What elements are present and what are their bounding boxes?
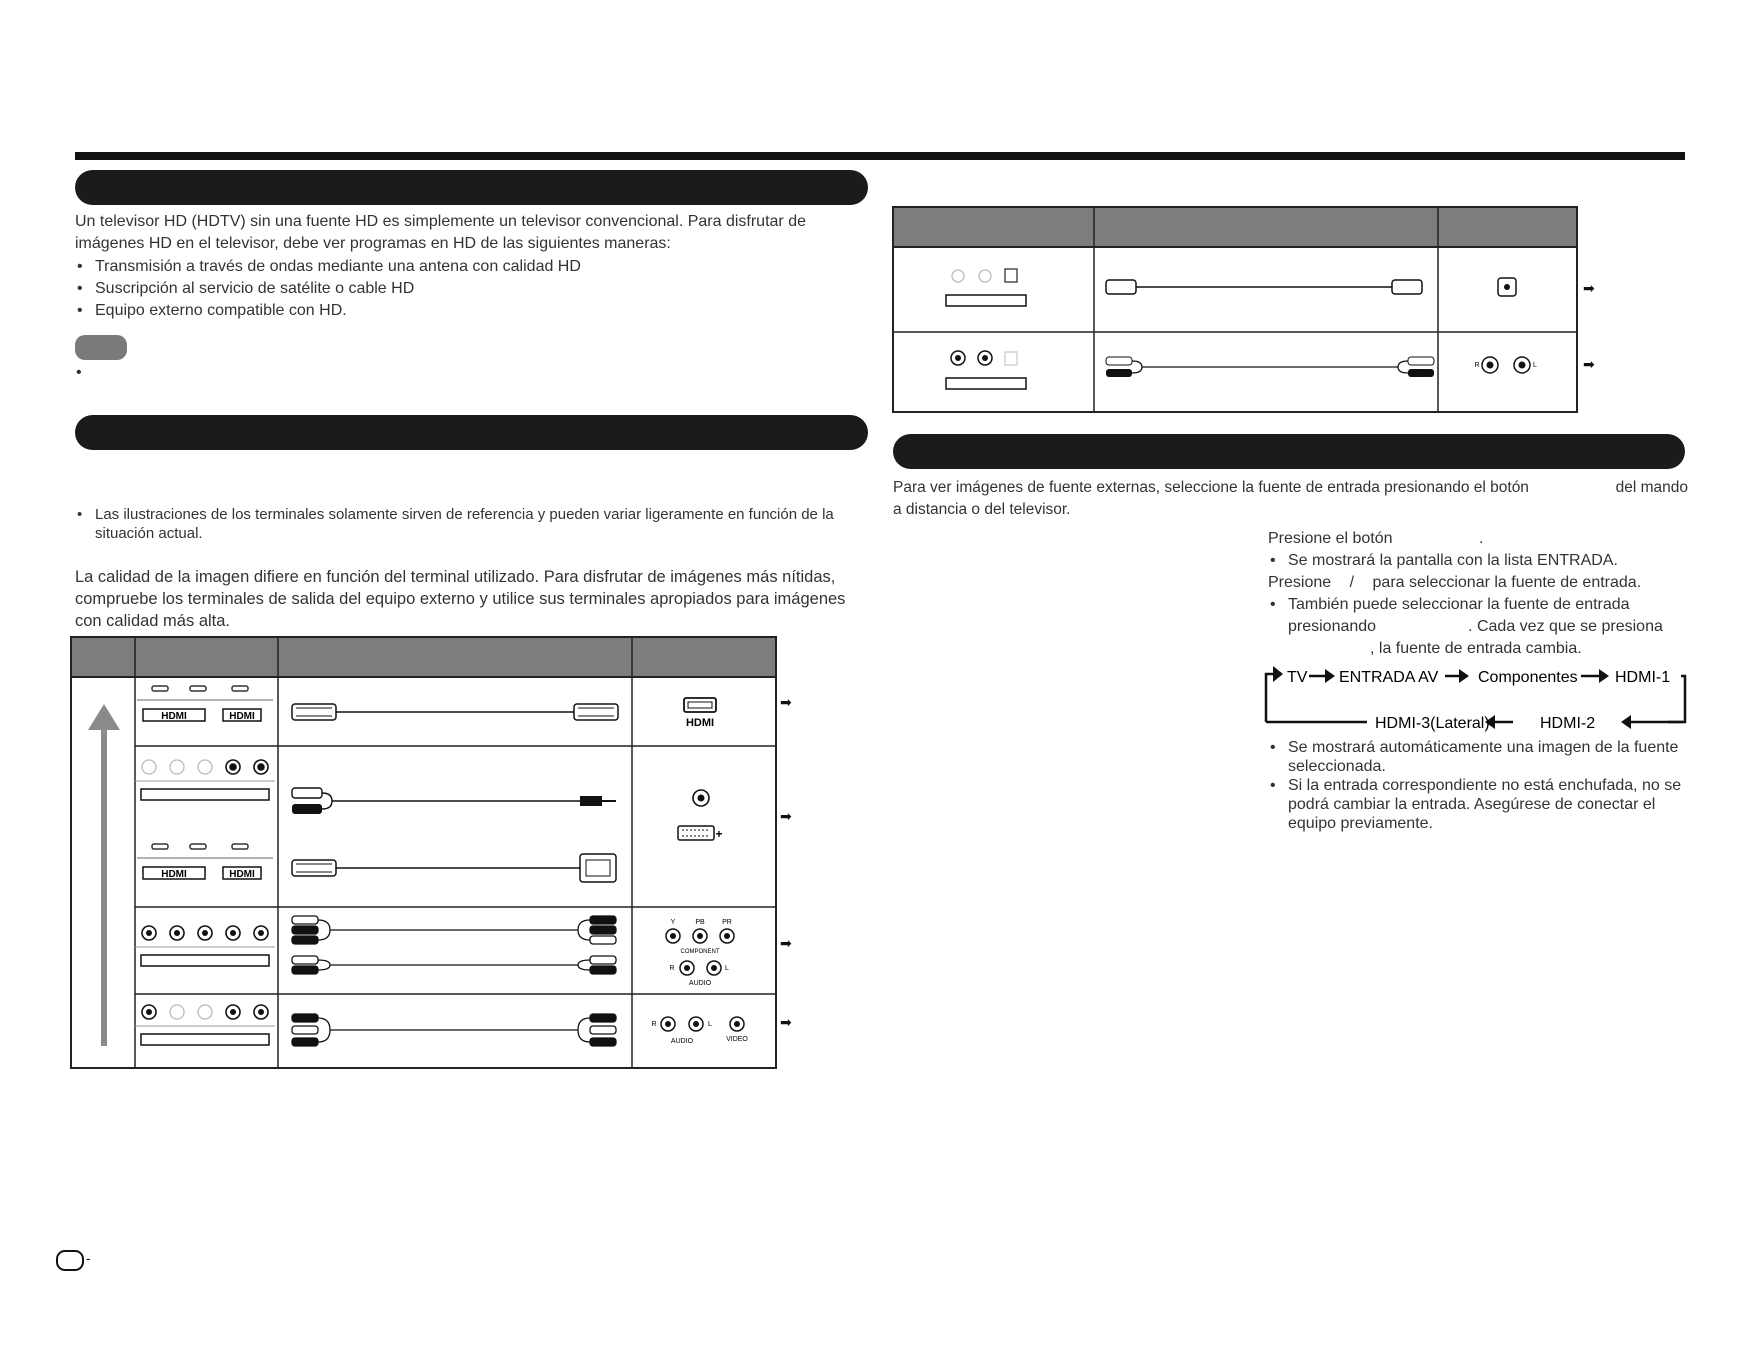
illustration-note-text: • Las ilustraciones de los terminales solamente sirven de referencia y pueden variar ligeramente en función de la situación actual.: [75, 505, 865, 543]
svg-text:+: +: [715, 827, 723, 841]
component-terminal-group: [135, 923, 275, 971]
hdmi-terminal-group: [135, 840, 275, 880]
dvi-port-icon: [676, 786, 726, 846]
step2-slash: /: [1349, 574, 1355, 591]
step1-bullet: • Se mostrará la pantalla con la lista ENTRADA.: [1268, 550, 1688, 572]
input-after-notes: [1268, 738, 1690, 833]
hdmi-logo-text: HDMI: [685, 717, 715, 728]
port-label: L: [708, 1021, 712, 1028]
step2-bullet-l2b: . Cada vez que se presiona: [1468, 618, 1663, 635]
flow-item: TV: [1287, 669, 1308, 686]
composite-cable-icon: [290, 1012, 620, 1052]
step2-bullet-l1: También puede seleccionar la fuente de entrada: [1288, 596, 1630, 613]
page-ref-arrow-icon: ➡: [780, 694, 792, 710]
port-label: L: [1533, 362, 1537, 369]
quality-text: La calidad de la imagen difiere en función del terminal utilizado. Para disfrutar de imágenes más nítidas, compruebe los terminales de salida del equipo externo y utilice sus terminales apropiados para imágenes con calidad más alta.: [75, 568, 846, 630]
hd-bullet: • Suscripción al servicio de satélite o cable HD: [75, 278, 865, 300]
hdmi-logo-text: HDMI: [229, 711, 255, 722]
page-ref-arrow-icon: ➡: [780, 935, 792, 951]
input-intro-text: Para ver imágenes de fuente externas, seleccione la fuente de entrada presionando el botón: [893, 479, 1529, 496]
input-steps: [1268, 528, 1688, 660]
flow-item: HDMI-2: [1540, 715, 1596, 732]
flow-item: HDMI-3(Lateral): [1375, 715, 1490, 732]
page-ref-arrow-icon: ➡: [780, 808, 792, 824]
hd-bullet: • Transmisión a través de ondas mediante una antena con calidad HD: [75, 256, 865, 278]
illustration-note: [75, 505, 865, 543]
input-intro: [893, 477, 1688, 521]
port-label: COMPONENT: [680, 949, 720, 955]
input-intro-line2: a distancia o del televisor.: [893, 501, 1071, 518]
input-cycle-diagram: [1263, 664, 1691, 734]
composite-port-icon: [646, 1012, 756, 1048]
flow-item: Componentes: [1478, 669, 1578, 686]
step1-text: Presione el botón: [1268, 530, 1393, 547]
flow-item: ENTRADA AV: [1339, 669, 1439, 686]
note-tag: [75, 335, 127, 360]
page-number-dash: -: [86, 1250, 91, 1266]
port-label: PB: [695, 919, 705, 926]
hdmi-logo-text: HDMI: [161, 711, 187, 722]
after-bullet: • Se mostrará automáticamente una imagen de la fuente seleccionada.: [1268, 738, 1690, 776]
section-heading-connection: [75, 415, 868, 450]
after-bullet: • Si la entrada correspondiente no está enchufada, no se podrá cambiar la entrada. Asegúrese de conectar el equipo previamente.: [1268, 776, 1690, 833]
page-number-oval: [56, 1250, 84, 1271]
audio-mini-cable-icon: [290, 784, 620, 824]
component-cable-icon: [290, 912, 620, 982]
port-label: L: [725, 965, 729, 972]
section-heading-input-select: [893, 434, 1685, 469]
port-label: PR: [722, 919, 732, 926]
hd-intro: Un televisor HD (HDTV) sin una fuente HD es simplemente un televisor convencional. Para disfrutar de imágenes HD en el televisor, debe ver programas en HD de las siguientes maneras:: [75, 213, 806, 252]
hd-bullet: • Equipo externo compatible con HD.: [75, 300, 865, 322]
port-label: R: [1474, 362, 1480, 369]
hdmi-logo-text: HDMI: [229, 869, 255, 880]
note-bullet: •: [76, 364, 82, 381]
hd-intro-block: [75, 211, 865, 322]
step2-end: para seleccionar la fuente de entrada.: [1372, 574, 1642, 591]
port-label: R: [651, 1021, 657, 1028]
step1-end: .: [1478, 530, 1484, 547]
page-ref-arrow-icon: ➡: [780, 1014, 792, 1030]
audio-connection-table: [892, 206, 1580, 415]
page-ref-arrow-icon: ➡: [1583, 280, 1595, 296]
hdmi-terminal-group: [135, 682, 275, 727]
port-label: AUDIO: [688, 980, 712, 987]
dvi-audio-terminal-group: [135, 757, 275, 805]
input-intro-end: del mando: [1615, 479, 1688, 496]
section-heading-hd: [75, 170, 868, 205]
port-label: AUDIO: [670, 1038, 694, 1045]
flow-item: HDMI-1: [1615, 669, 1671, 686]
step2-bullet: [1268, 594, 1688, 660]
step2-bullet-l3: , la fuente de entrada cambia.: [1370, 640, 1582, 657]
port-label: Y: [670, 919, 676, 926]
hdmi-cable-icon: [290, 698, 620, 726]
hdmi-logo-text: HDMI: [161, 869, 187, 880]
port-label: VIDEO: [726, 1036, 748, 1043]
port-label: R: [669, 965, 675, 972]
composite-terminal-group: [135, 1002, 275, 1050]
page-top-rule: [75, 152, 1685, 160]
hdmi-port-icon: [680, 696, 720, 728]
hdmi-dvi-cable-icon: [290, 852, 620, 886]
step2-text: Presione: [1268, 574, 1332, 591]
component-port-icon: [654, 916, 754, 988]
page-ref-arrow-icon: ➡: [1583, 356, 1595, 372]
step2-bullet-l2a: presionando: [1288, 618, 1377, 635]
